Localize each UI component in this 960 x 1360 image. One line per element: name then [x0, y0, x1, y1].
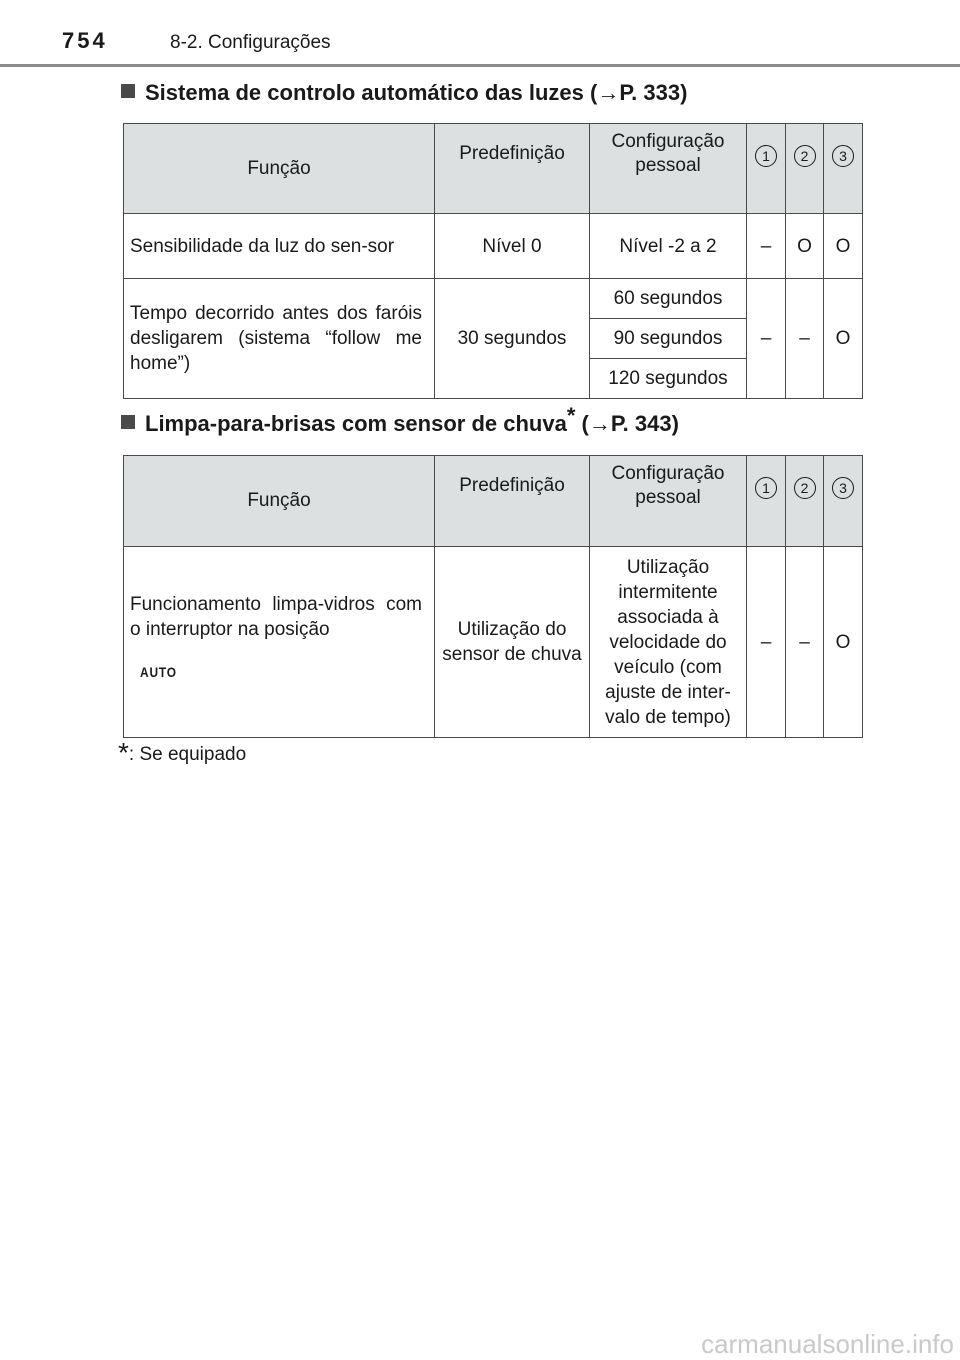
circled-1-icon: 1: [755, 145, 777, 167]
cell-option: 90 segundos: [590, 319, 747, 359]
cell-function: Tempo decorrido antes dos faróis desligarem (sistema “follow me home”): [124, 279, 435, 399]
asterisk-footnote-mark: *: [566, 403, 576, 428]
auto-switch-icon: AUTO: [140, 664, 177, 680]
cell-option: 60 segundos: [590, 279, 747, 319]
cell-function: Sensibilidade da luz do sen-sor: [124, 214, 435, 279]
square-bullet-icon: [121, 415, 135, 429]
cell-default: 30 segundos: [435, 279, 590, 399]
circled-3-icon: 3: [832, 477, 854, 499]
circled-2-icon: 2: [794, 145, 816, 167]
chapter-title: 8-2. Configurações: [170, 32, 331, 53]
circled-2-icon: 2: [794, 477, 816, 499]
col-header-1: [747, 124, 786, 214]
col-header-function: Função: [124, 456, 435, 547]
asterisk-footnote-mark: *: [118, 737, 129, 768]
footnote: *: Se equipado: [118, 737, 247, 768]
col-header-personal: Configuração pessoal: [590, 124, 747, 214]
table-header-row: [124, 124, 863, 214]
cell-c1: –: [747, 279, 786, 399]
square-bullet-icon: [121, 84, 135, 98]
cell-personal: Nível -2 a 2: [590, 214, 747, 279]
col-header-default: Predefinição: [435, 124, 590, 214]
arrow-icon: →: [597, 80, 620, 105]
section-title-light-control: Sistema de controlo automático das luzes (→P. 333): [124, 80, 687, 106]
col-header-2: [786, 456, 824, 547]
cell-function: Funcionamento limpa-vidros com o interruptor na posição AUTO: [124, 547, 435, 738]
col-header-3: [824, 124, 863, 214]
col-header-personal: Configuração pessoal: [590, 456, 747, 547]
circled-3-icon: 3: [832, 145, 854, 167]
table-row: [124, 214, 863, 279]
table-row: [124, 279, 863, 319]
section-title-rain-sensor: Limpa-para-brisas com sensor de chuva* (→P. 343): [124, 411, 679, 437]
cell-c1: –: [747, 214, 786, 279]
page-number: 754: [62, 28, 108, 53]
arrow-icon: →: [588, 411, 611, 436]
col-header-function: Função: [124, 124, 435, 214]
cell-c2: –: [786, 547, 824, 738]
cell-option: 120 segundos: [590, 359, 747, 399]
cell-default: Utilização do sensor de chuva: [435, 547, 590, 738]
header-divider: [0, 64, 960, 67]
light-control-table: [123, 123, 863, 399]
cell-personal: Utilização intermitente associada à velocidade do veículo (com ajuste de inter-valo de tempo): [590, 547, 747, 738]
table-row: [124, 547, 863, 738]
rain-sensor-table: [123, 455, 863, 738]
col-header-2: [786, 124, 824, 214]
watermark: carmanualsonline.info: [701, 1329, 954, 1359]
cell-c3: O: [824, 214, 863, 279]
cell-c1: –: [747, 547, 786, 738]
cell-c2: –: [786, 279, 824, 399]
col-header-1: [747, 456, 786, 547]
circled-1-icon: 1: [755, 477, 777, 499]
col-header-3: [824, 456, 863, 547]
cell-c2: O: [786, 214, 824, 279]
table-header-row: [124, 456, 863, 547]
cell-c3: O: [824, 279, 863, 399]
cell-c3: O: [824, 547, 863, 738]
col-header-default: Predefinição: [435, 456, 590, 547]
cell-default: Nível 0: [435, 214, 590, 279]
